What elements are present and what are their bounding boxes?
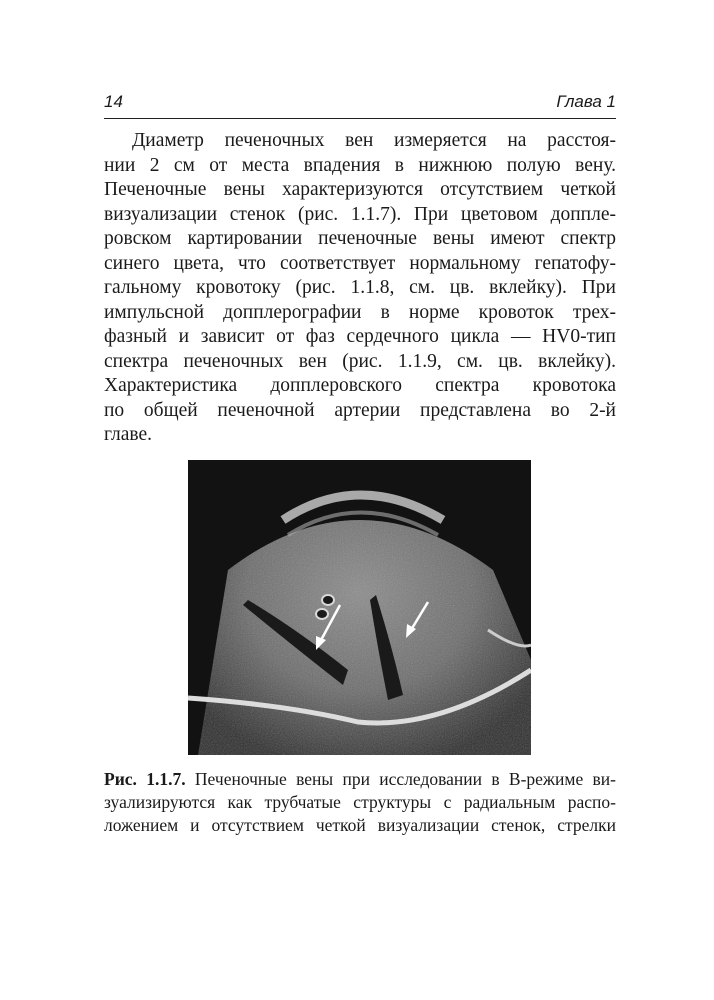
caption-line: ложением и отсутствием четкой визуализации стенок, стрелки (104, 815, 616, 835)
body-line: ровском картировании печеночные вены имеют спектр (104, 228, 616, 249)
body-line: по общей печеночной артерии представлена во 2-й (104, 399, 616, 421)
body-line: Диаметр печеночных вен измеряется на расстоя- (132, 130, 616, 151)
vessel-cross-section (316, 609, 328, 619)
body-text (104, 129, 616, 448)
running-header (104, 90, 616, 119)
figure-caption (104, 768, 616, 837)
page-number: 14 (104, 92, 123, 111)
body-line: главе. (104, 424, 153, 445)
figure-label: Рис. 1.1.7. (104, 769, 186, 789)
caption-line: зуализируются как трубчатые структуры с радиальным распо- (104, 792, 616, 812)
body-line: фазный и зависит от фаз сердечного цикла — HV0-тип (104, 326, 616, 347)
body-line: нии 2 см от места впадения в нижнюю полую вену. (104, 154, 616, 176)
ultrasound-image (188, 460, 531, 755)
body-line: гальному кровотоку (рис. 1.1.8, см. цв. вклейку). При (104, 277, 616, 298)
chapter-title: Глава 1 (556, 92, 616, 111)
body-line: Характеристика допплеровского спектра кровотока (104, 375, 616, 396)
vessel-cross-section (322, 595, 334, 605)
body-line: Печеночные вены характеризуются отсутствием четкой (104, 179, 616, 200)
ultrasound-figure (188, 460, 531, 755)
body-line: синего цвета, что соответствует нормальному гепатофу- (104, 252, 616, 274)
body-line: визуализации стенок (рис. 1.1.7). При цветовом доппле- (104, 203, 616, 225)
caption-text: Печеночные вены при исследовании в В-режиме ви- (185, 769, 616, 789)
body-line: импульсной допплерографии в норме кровоток трех- (104, 301, 616, 323)
caption-line (104, 768, 616, 791)
body-line: спектра печеночных вен (рис. 1.1.9, см. цв. вклейку). (104, 350, 616, 372)
